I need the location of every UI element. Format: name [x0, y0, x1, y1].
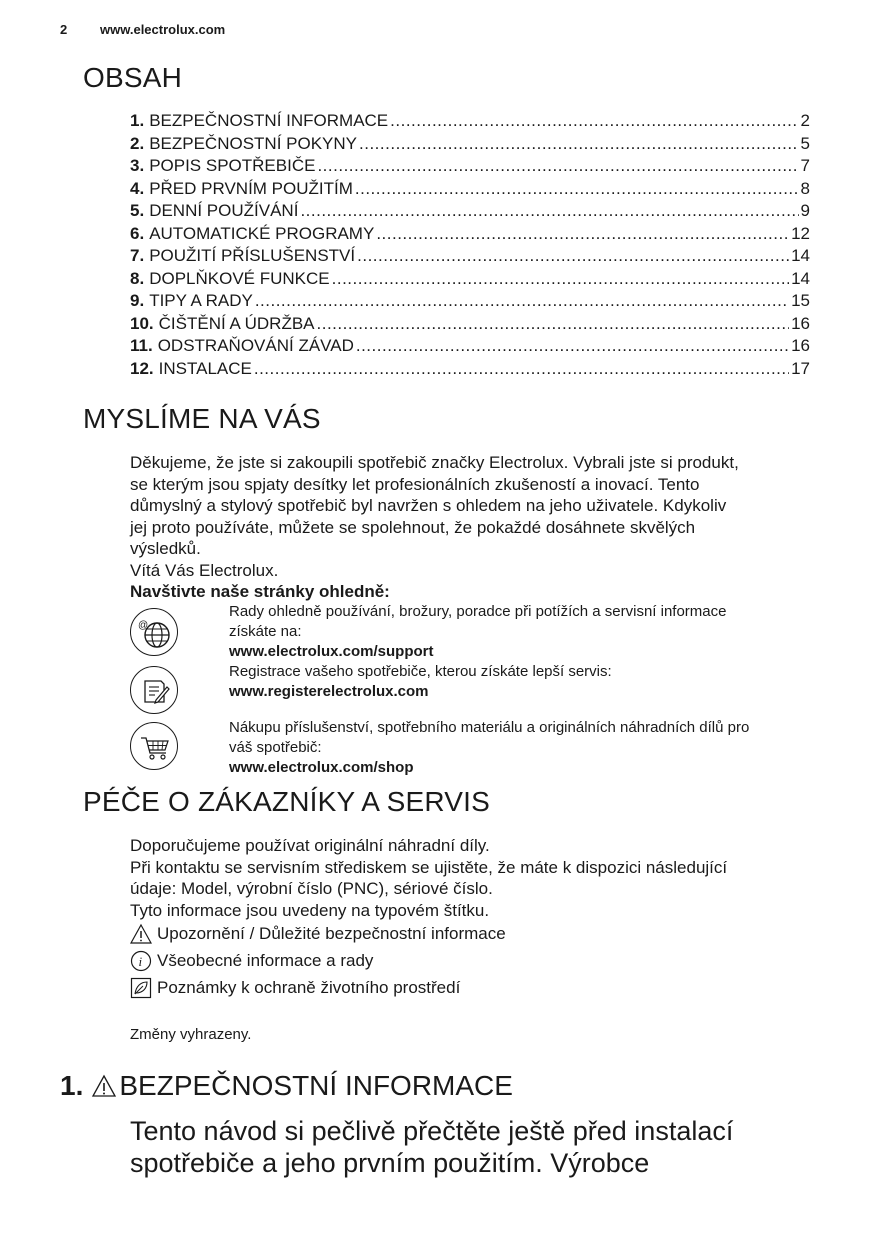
toc-item-label: DENNÍ POUŽÍVÁNÍ — [149, 201, 299, 220]
legend-warning — [130, 920, 820, 947]
thinking-line: jej proto používáte, můžete se spolehnout, že pokaždé dosáhnete skvělých — [130, 517, 696, 537]
toc-item-page: 12 — [791, 223, 810, 243]
toc-item-label: PŘED PRVNÍM POUŽITÍM — [149, 178, 353, 198]
toc-item-number: 7. — [130, 246, 145, 265]
toc-item-label: BEZPEČNOSTNÍ POKYNY — [149, 133, 358, 153]
toc-item-label: BEZPEČNOSTNÍ INFORMACE — [149, 111, 389, 130]
toc-leader-dots — [317, 313, 790, 336]
toc-leader-dots — [332, 268, 789, 291]
toc-item-page: 7 — [800, 156, 810, 175]
toc-item-label: TIPY A RADY — [149, 291, 253, 310]
support-text — [229, 602, 819, 662]
warning-icon — [91, 1073, 117, 1099]
toc-item-label: POUŽITÍ PŘÍSLUŠENSTVÍ — [149, 246, 356, 265]
shop-text — [229, 718, 819, 778]
toc-item-page: 5 — [800, 133, 810, 153]
toc-item[interactable] — [130, 335, 810, 358]
toc-item[interactable] — [130, 358, 810, 381]
intro-line: Tento návod si pečlivě přečtěte ještě před instalací — [130, 1116, 734, 1146]
section-heading — [60, 1070, 513, 1102]
thinking-title: MYSLÍME NA VÁS — [83, 403, 321, 434]
toc-item[interactable] — [130, 178, 810, 201]
legend-text: Všeobecné informace a rady — [157, 950, 374, 970]
page-header — [60, 22, 225, 37]
support-link[interactable]: www.electrolux.com/support — [229, 643, 434, 660]
toc-leader-dots — [390, 110, 798, 133]
toc-item-number: 4. — [130, 178, 145, 198]
page-number: 2 — [60, 22, 68, 37]
website-link[interactable]: www.electrolux.com — [100, 22, 226, 37]
shopping-cart-icon — [130, 722, 178, 770]
toc-leader-dots — [356, 335, 789, 358]
toc-item-label: ČIŠTĚNÍ A ÚDRŽBA — [158, 313, 315, 333]
toc-item-label: AUTOMATICKÉ PROGRAMY — [149, 223, 375, 243]
thinking-line: se kterým jsou spjaty desítky let profesionálních zkušeností a inovací. Tento — [130, 474, 700, 494]
service-line: Doporučujeme používat originální náhradní díly. — [130, 836, 490, 855]
info-icon — [130, 950, 152, 972]
service-text — [130, 835, 820, 921]
toc-item-page: 2 — [800, 111, 810, 130]
toc-leader-dots — [376, 223, 789, 246]
toc-item-label: POPIS SPOTŘEBIČE — [149, 156, 316, 175]
toc-item-label: DOPLŇKOVÉ FUNKCE — [149, 268, 330, 288]
toc-item-page: 9 — [800, 201, 810, 220]
thinking-line: důmyslný a stylový spotřebič byl navržen s ohledem na jeho uživatele. Kdykoliv — [130, 496, 727, 515]
thinking-line: výsledků. — [130, 539, 201, 558]
toc-item-number: 8. — [130, 268, 145, 288]
toc-item-number: 12. — [130, 358, 154, 378]
service-title: PÉČE O ZÁKAZNÍKY A SERVIS — [83, 786, 491, 817]
legend-text: Poznámky k ochraně životního prostředí — [157, 977, 461, 997]
toc-leader-dots — [357, 245, 789, 268]
leaf-icon — [130, 977, 152, 999]
toc-item-number: 1. — [130, 111, 145, 130]
toc-item[interactable] — [130, 313, 810, 336]
toc-item[interactable] — [130, 290, 810, 313]
shop-line: Nákupu příslušenství, spotřebního materiálu a originálních náhradních dílů pro — [229, 719, 750, 736]
visit-heading: Navštivte naše stránky ohledně: — [130, 582, 390, 601]
section-title: BEZPEČNOSTNÍ INFORMACE — [119, 1070, 513, 1101]
shop-link[interactable]: www.electrolux.com/shop — [229, 759, 414, 776]
toc-item-page: 16 — [791, 313, 810, 333]
legend-environment — [130, 974, 820, 1001]
toc-item-page: 17 — [791, 358, 810, 378]
toc-item[interactable] — [130, 200, 810, 223]
welcome-text: Vítá Vás Electrolux. — [130, 560, 279, 580]
warning-icon — [130, 923, 152, 945]
toc-leader-dots — [317, 155, 798, 178]
toc-item-page: 14 — [791, 246, 810, 265]
toc-item-number: 3. — [130, 156, 145, 175]
svg-text:i: i — [138, 953, 143, 969]
support-line: Rady ohledně používání, brožury, poradce při potížích a servisní informace — [229, 603, 727, 620]
changes-note — [130, 1024, 820, 1046]
toc-item-page: 14 — [791, 268, 810, 288]
toc-item-number: 2. — [130, 133, 145, 153]
svg-text:@: @ — [138, 620, 149, 631]
contents-title: OBSAH — [83, 62, 183, 93]
register-line: Registrace vašeho spotřebiče, kterou získáte lepší servis: — [229, 663, 612, 680]
service-line: údaje: Model, výrobní číslo (PNC), sériové číslo. — [130, 879, 493, 898]
toc-item-label: ODSTRAŇOVÁNÍ ZÁVAD — [157, 336, 354, 355]
toc-item-number: 10. — [130, 313, 154, 333]
toc-item-number: 6. — [130, 223, 145, 243]
legend-text: Upozornění / Důležité bezpečnostní informace — [157, 923, 506, 943]
section-intro — [130, 1115, 830, 1179]
toc-leader-dots — [254, 358, 789, 381]
toc-item[interactable] — [130, 155, 810, 178]
shop-line: váš spotřebič: — [229, 739, 322, 756]
toc-leader-dots — [300, 200, 798, 223]
changes-text: Změny vyhrazeny. — [130, 1026, 252, 1043]
thinking-line: Děkujeme, že jste si zakoupili spotřebič značky Electrolux. Vybrali jste si produkt, — [130, 453, 739, 472]
globe-icon — [130, 608, 178, 656]
section-number: 1. — [60, 1070, 84, 1101]
service-line: Tyto informace jsou uvedeny na typovém štítku. — [130, 900, 490, 920]
intro-line: spotřebiče a jeho prvním použitím. Výrobce — [130, 1148, 650, 1178]
legend-info — [130, 947, 820, 974]
toc-item[interactable] — [130, 223, 810, 246]
toc-item-number: 9. — [130, 291, 145, 310]
service-line: Při kontaktu se servisním střediskem se ujistěte, že máte k dispozici následující — [130, 857, 728, 877]
registration-icon — [130, 666, 178, 714]
thinking-text — [130, 452, 820, 603]
toc-item[interactable] — [130, 133, 810, 156]
support-line: získáte na: — [229, 623, 302, 640]
toc-item[interactable] — [130, 268, 810, 291]
table-of-contents — [130, 110, 810, 380]
toc-item[interactable] — [130, 110, 810, 133]
icon-legend — [130, 920, 820, 1001]
toc-item-page: 16 — [791, 336, 810, 355]
toc-item-page: 8 — [800, 178, 810, 198]
register-text — [229, 662, 819, 702]
register-link[interactable]: www.registerelectrolux.com — [229, 683, 429, 700]
toc-item[interactable] — [130, 245, 810, 268]
toc-item-number: 11. — [130, 336, 153, 355]
toc-item-label: INSTALACE — [158, 358, 252, 378]
toc-item-page: 15 — [791, 291, 810, 310]
toc-item-number: 5. — [130, 201, 145, 220]
toc-leader-dots — [255, 290, 789, 313]
toc-leader-dots — [355, 178, 799, 201]
toc-leader-dots — [359, 133, 799, 156]
